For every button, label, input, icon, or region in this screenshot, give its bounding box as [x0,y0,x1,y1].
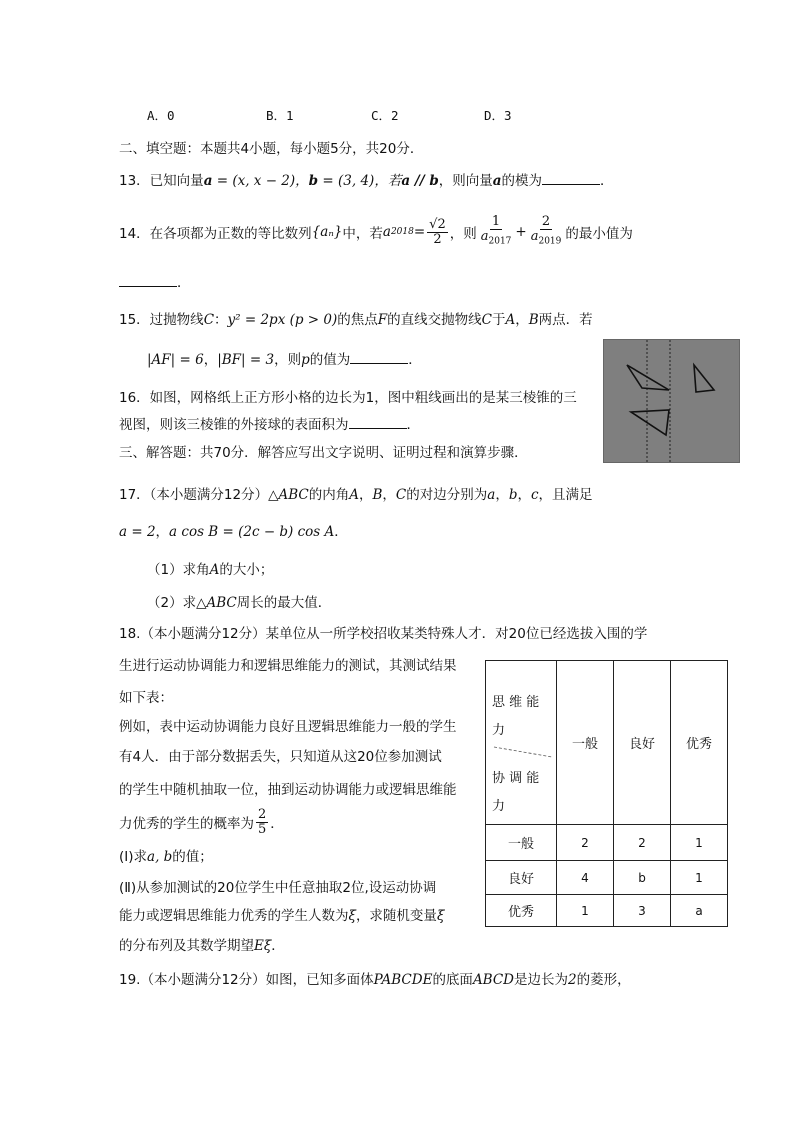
col-header-excellent: 优秀 [671,661,728,825]
section-2-heading: 二、填空题：本题共4小题，每小题5分，共20分． [119,141,424,157]
question-16-line2: 视图，则该三棱锥的外接球的表面积为 ． [119,417,420,433]
question-13: 13．已知向量a = (x, x − 2)，b = (3, 4)，若a // b，则向量a的模为 ． [119,173,614,189]
section-3-heading: 三、解答题：共70分．解答应写出文字说明、证明过程和演算步骤． [119,445,528,461]
ability-table [485,660,728,927]
table-row: 优秀 1 3 a [486,895,728,927]
answer-blank-16 [349,415,407,429]
question-17-condition: a = 2，a cos B = (2c − b) cos A． [119,524,348,540]
question-17-part-2: （2）求△ABC周长的最大值． [147,595,332,611]
question-18-line5: 有4人．由于部分数据丢失，只知道从这20位参加测试 [119,749,442,765]
answer-blank-14 [119,273,177,287]
question-18-line7: 力优秀的学生的概率为 $\frac{2}{5}$ ． [119,806,284,837]
option-a: A．0 [147,108,175,123]
question-18-line4: 例如，表中运动协调能力良好且逻辑思维能力一般的学生 [119,719,457,735]
table-row: 良好 4 b 1 [486,861,728,895]
option-b: B．1 [266,108,294,123]
question-15-line2: |AF| = 6，|BF| = 3，则p的值为 ． [147,352,422,368]
question-18-part-2-line3: 的分布列及其数学期望Eξ． [119,938,285,954]
answer-blank-15 [350,350,408,364]
three-view-drawing [604,340,739,462]
answer-blank-13 [542,171,600,185]
option-c: C．2 [371,108,399,123]
col-header-average: 一般 [557,661,614,825]
question-15: 15．过抛物线C：y² = 2px (p > 0)的焦点F的直线交抛物线C于A，B两点．若 [119,312,593,328]
table-corner-header: 思 维 能 力 协 调 能 力 [486,661,557,825]
question-18-line6: 的学生中随机抽取一位，抽到运动协调能力或逻辑思维能 [119,782,457,798]
three-view-figure [603,339,740,463]
question-16-line1: 16．如图，网格纸上正方形小格的边长为1，图中粗线画出的是某三棱锥的三 [119,390,577,406]
question-17: 17．（本小题满分12分）△ABC的内角A，B，C的对边分别为a，b，c，且满足 [119,487,593,503]
question-18-line3: 如下表： [119,690,173,706]
question-19: 19.（本小题满分12分）如图，已知多面体PABCDE的底面ABCD是边长为2的菱形， [119,972,631,988]
question-18-part-1: (Ⅰ)求a, b的值； [119,849,213,865]
question-18-part-2-line1: (Ⅱ)从参加测试的20位学生中任意抽取2位,设运动协调 [119,880,437,896]
question-17-part-1: （1）求角A的大小； [147,562,274,578]
question-14: 14．在各项都为正数的等比数列 {aₙ} 中，若 a 2018 = $\frac{√2}{2}$ ，则 $\frac{1}{a_{2017}}$ + $\frac{2}{a_{2019}}$ 的最小值为 [119,214,633,247]
question-14-blank-line: ． [119,271,191,291]
table-row: 一般 2 2 1 [486,825,728,861]
question-18-part-2-line2: 能力或逻辑思维能力优秀的学生人数为ξ，求随机变量ξ [119,908,445,924]
col-header-good: 良好 [614,661,671,825]
question-18-line1: 18.（本小题满分12分）某单位从一所学校招收某类特殊人才．对20位已经选拔入围的学 [119,626,648,642]
option-d: D．3 [484,108,512,123]
probability-fraction: $\frac{2}{5}$ [258,806,267,837]
question-18-line2: 生进行运动协调能力和逻辑思维能力的测试，其测试结果 [119,658,457,674]
